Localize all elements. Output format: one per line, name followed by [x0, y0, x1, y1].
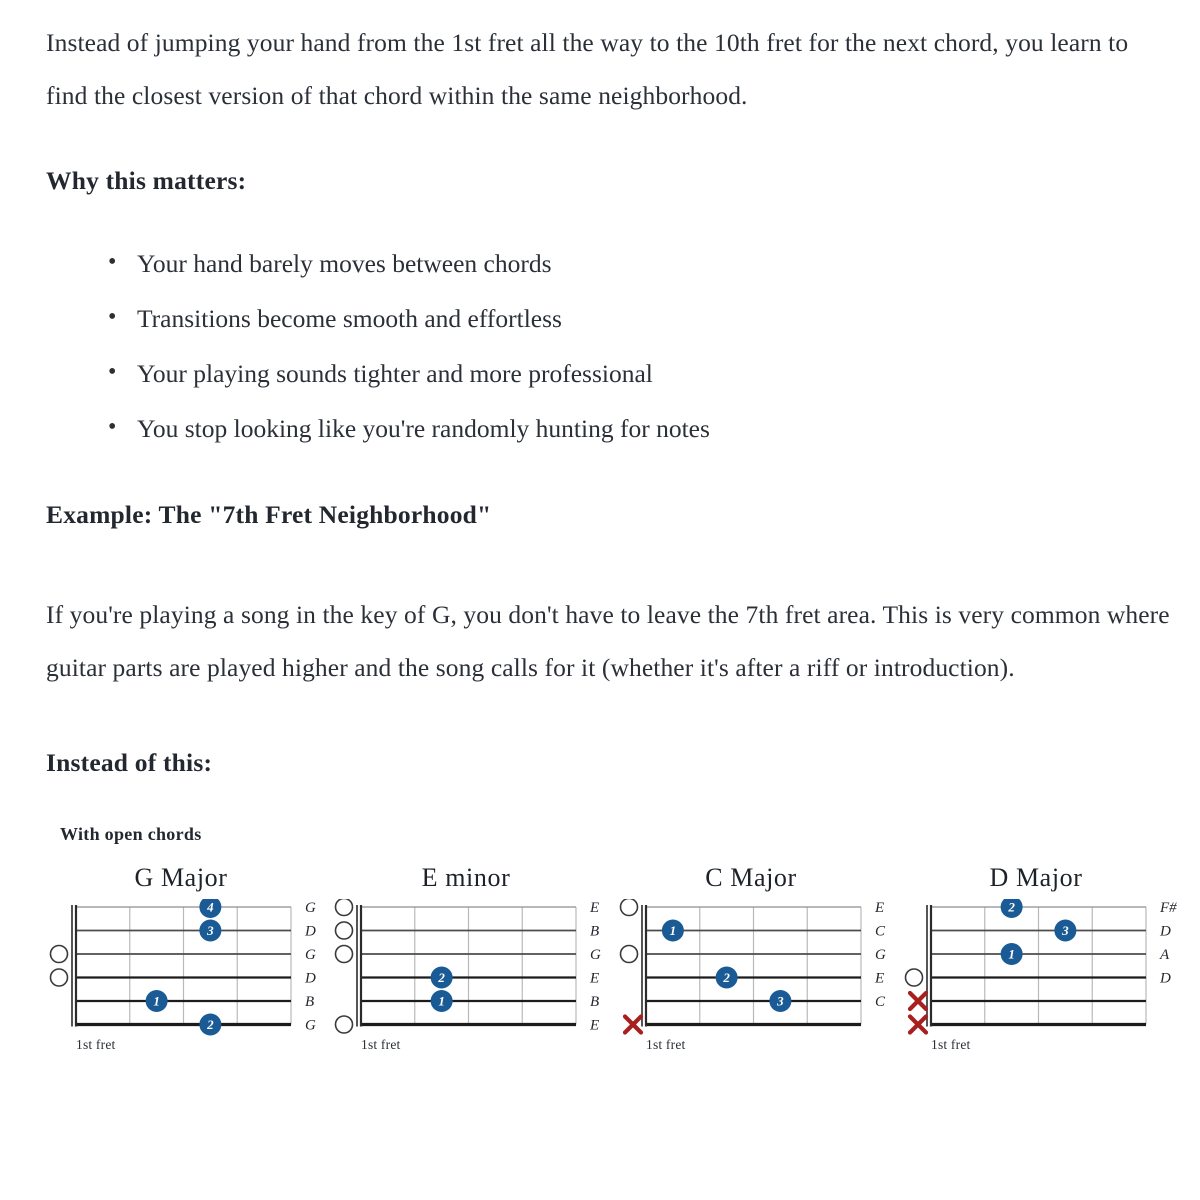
finger-dot [716, 967, 738, 989]
spacer [46, 122, 1174, 164]
chord-section-label: With open chords [60, 824, 202, 844]
first-fret-label: 1st fret [76, 1037, 116, 1052]
first-fret-label: 1st fret [931, 1037, 971, 1052]
heading-why-this-matters: Why this matters: [46, 166, 247, 195]
string-label: G [875, 947, 886, 963]
fretboard [46, 899, 331, 1052]
svg-text:2: 2 [438, 970, 445, 985]
string-label: C [875, 994, 886, 1010]
spacer [46, 456, 1174, 498]
finger-dot [1054, 920, 1076, 942]
svg-text:1: 1 [438, 993, 445, 1009]
fretboard [616, 899, 901, 1052]
intro-paragraph: Instead of jumping your hand from the 1st fret all the way to the 10th fret for the next chord, you learn to find the closest version of that chord within the same neighborhood. [46, 28, 1129, 110]
string-label: E [590, 1017, 600, 1034]
string-label: D [305, 923, 316, 940]
spacer [46, 694, 1174, 746]
string-label: G [305, 1017, 316, 1034]
open-string-marker [336, 899, 353, 916]
svg-text:1: 1 [669, 923, 677, 938]
finger-dot [1001, 943, 1023, 965]
svg-text:3: 3 [1062, 923, 1069, 938]
finger-dot [769, 990, 791, 1012]
string-label: C [875, 923, 886, 940]
muted-string-marker [910, 1017, 926, 1033]
first-fret-label: 1st fret [646, 1037, 686, 1052]
chord-title: D Major [989, 863, 1083, 892]
open-string-marker [51, 946, 68, 963]
string-label: E [590, 900, 600, 916]
string-label: G [590, 947, 601, 963]
string-label: E [875, 900, 885, 916]
chord-diagram-e-minor [331, 863, 616, 1052]
chord-diagram-d-major [901, 863, 1186, 1052]
finger-dot [146, 990, 168, 1012]
svg-text:2: 2 [1008, 899, 1015, 915]
benefits-list [46, 236, 1174, 456]
string-label: E [590, 970, 600, 987]
spacer [46, 780, 1174, 824]
list-item: • Your playing sounds tighter and more professional [108, 346, 1174, 401]
string-label: D [1160, 923, 1171, 940]
svg-text:3: 3 [207, 923, 214, 938]
spacer [46, 198, 1174, 236]
finger-dot [431, 967, 453, 989]
finger-dot [662, 920, 684, 942]
chord-title: C Major [705, 863, 797, 892]
list-item: • Your hand barely moves between chords [108, 236, 1174, 291]
string-label: G [305, 947, 316, 963]
chord-diagram-row [46, 863, 1177, 1052]
svg-text:3: 3 [777, 993, 784, 1009]
open-string-marker [621, 946, 638, 963]
finger-dot [199, 920, 221, 942]
open-string-marker [336, 946, 353, 963]
chord-diagram-c-major [616, 863, 901, 1052]
example-paragraph: If you're playing a song in the key of G, you don't have to leave the 7th fret area. This is very common where guitar parts are played higher and the song calls for it (whether it's after a riff or introduction). [46, 600, 1170, 682]
svg-text:4: 4 [207, 899, 214, 915]
finger-dot [199, 1014, 221, 1036]
fretboard [331, 899, 616, 1052]
chord-title: G Major [134, 863, 228, 892]
string-label: B [590, 923, 600, 940]
open-string-marker [51, 969, 68, 986]
finger-dot [199, 899, 221, 918]
string-label: A [1160, 947, 1170, 963]
string-label: D [1160, 970, 1171, 987]
open-string-marker [336, 922, 353, 939]
chord-title: E minor [421, 863, 511, 892]
string-label: F# [1160, 900, 1177, 916]
svg-text:1: 1 [153, 993, 160, 1009]
svg-text:2: 2 [723, 970, 730, 985]
fretboard [901, 899, 1186, 1052]
string-label: G [305, 900, 316, 916]
string-label: B [590, 994, 600, 1010]
muted-string-marker [910, 993, 926, 1009]
list-item: • Transitions become smooth and effortless [108, 291, 1174, 346]
open-string-marker [906, 969, 923, 986]
spacer [46, 532, 1174, 588]
list-item: • You stop looking like you're randomly hunting for notes [108, 401, 1174, 456]
first-fret-label: 1st fret [361, 1037, 401, 1052]
muted-string-marker [625, 1017, 641, 1033]
svg-text:1: 1 [1008, 946, 1015, 962]
heading-instead-of-this: Instead of this: [46, 748, 213, 777]
finger-dot [1001, 899, 1023, 918]
open-string-marker [336, 1016, 353, 1033]
string-label: D [305, 970, 316, 987]
document-content [46, 16, 1177, 1052]
chord-diagram-g-major [46, 863, 331, 1052]
svg-text:2: 2 [207, 1017, 214, 1032]
finger-dot [431, 990, 453, 1012]
open-string-marker [621, 899, 638, 916]
string-label: E [875, 970, 885, 987]
heading-example: Example: The "7th Fret Neighborhood" [46, 500, 492, 529]
string-label: B [305, 994, 315, 1010]
